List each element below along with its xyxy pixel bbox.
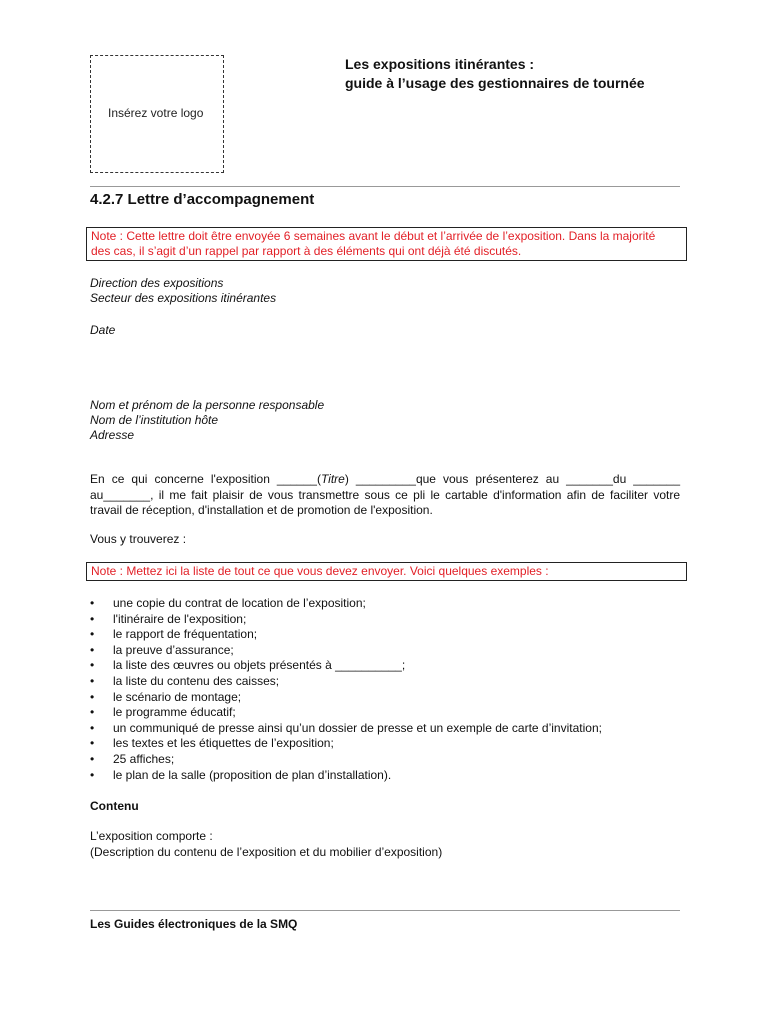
recipient-block [90,398,324,443]
logo-placeholder-text: Insérez votre logo [108,106,204,120]
list-item [90,627,602,643]
header-divider [90,186,680,187]
list-item-text: 25 affiches; [113,751,175,766]
contenu-heading: Contenu [90,799,139,813]
bullet-icon: • [90,627,95,642]
list-item [90,721,602,737]
bullet-icon: • [90,736,95,751]
list-item [90,596,602,612]
body-paragraph [90,472,680,519]
list-item-text: le scénario de montage; [113,689,242,704]
note-box-timing [86,227,687,261]
body-line-3: travail de réception, d'installation et de promotion de l'exposition. [90,503,433,517]
sender-block [90,276,276,306]
bullet-icon: • [90,720,95,735]
list-item [90,752,602,768]
list-item [90,643,602,659]
list-item-text: le rapport de fréquentation; [113,627,258,642]
footer-text: Les Guides électroniques de la SMQ [90,917,298,931]
bullet-icon: • [90,658,95,673]
items-list [90,596,602,783]
bullet-icon: • [90,596,95,610]
contenu-line: L’exposition comporte : [90,829,213,843]
contenu-line: (Description du contenu de l’exposition et du mobilier d’exposition) [90,844,443,859]
list-item-text: un communiqué de presse ainsi qu’un dossier de presse et un exemple de carte d’invitation; [113,720,602,735]
bullet-icon: • [90,689,95,704]
recipient-line: Nom de l’institution hôte [90,413,219,427]
document-title [345,55,645,93]
list-item [90,658,602,674]
date-label: Date [90,323,116,337]
list-item-text: le programme éducatif; [113,705,236,720]
note-line: Note : Mettez ici la liste de tout ce que vous devez envoyer. Voici quelques exemples : [91,564,549,578]
note-line: des cas, il s’agit d’un rappel par rapport à des éléments qui ont déjà été discutés. [91,244,522,258]
body-line-2: au_______, il me fait plaisir de vous transmettre sous ce pli le cartable d'information afin de faciliter votre [90,487,680,502]
body-text: ) _________que vous présenterez au _______du _______ [344,472,681,486]
bullet-icon: • [90,642,95,657]
body-text: En ce qui concerne l'exposition ______( [90,472,321,486]
list-item-text: une copie du contrat de location de l’exposition; [113,596,366,610]
bullet-icon: • [90,611,95,626]
document-title-line1: Les expositions itinérantes : [345,56,535,72]
list-item [90,705,602,721]
recipient-line: Adresse [90,428,135,442]
list-item-text: le plan de la salle (proposition de plan d’installation). [113,767,392,782]
list-item-text: la liste du contenu des caisses; [113,673,280,688]
list-item [90,674,602,690]
list-item-text: l'itinéraire de l'exposition; [113,611,247,626]
note-box-list [86,562,687,581]
bullet-icon: • [90,767,95,782]
list-item-text: la preuve d’assurance; [113,642,234,657]
bullet-icon: • [90,705,95,720]
document-title-line2: guide à l’usage des gestionnaires de tournée [345,75,645,91]
list-item [90,736,602,752]
body-line-1 [90,472,680,488]
list-item-text: la liste des œuvres ou objets présentés à __________; [113,658,406,673]
list-intro: Vous y trouverez : [90,532,187,546]
recipient-line: Nom et prénom de la personne responsable [90,398,325,412]
sender-line: Direction des expositions [90,276,224,290]
contenu-block [90,829,442,860]
list-item [90,768,602,784]
logo-placeholder [90,55,224,173]
bullet-icon: • [90,751,95,766]
bullet-icon: • [90,673,95,688]
title-placeholder: Titre [320,472,345,486]
note-line: Note : Cette lettre doit être envoyée 6 semaines avant le début et l’arrivée de l’exposition. Dans la majorité [91,229,656,243]
sender-line: Secteur des expositions itinérantes [90,291,277,305]
list-item [90,690,602,706]
list-item-text: les textes et les étiquettes de l’exposition; [113,736,334,751]
list-item [90,612,602,628]
section-title: 4.2.7 Lettre d’accompagnement [90,191,315,208]
footer-divider [90,910,680,911]
